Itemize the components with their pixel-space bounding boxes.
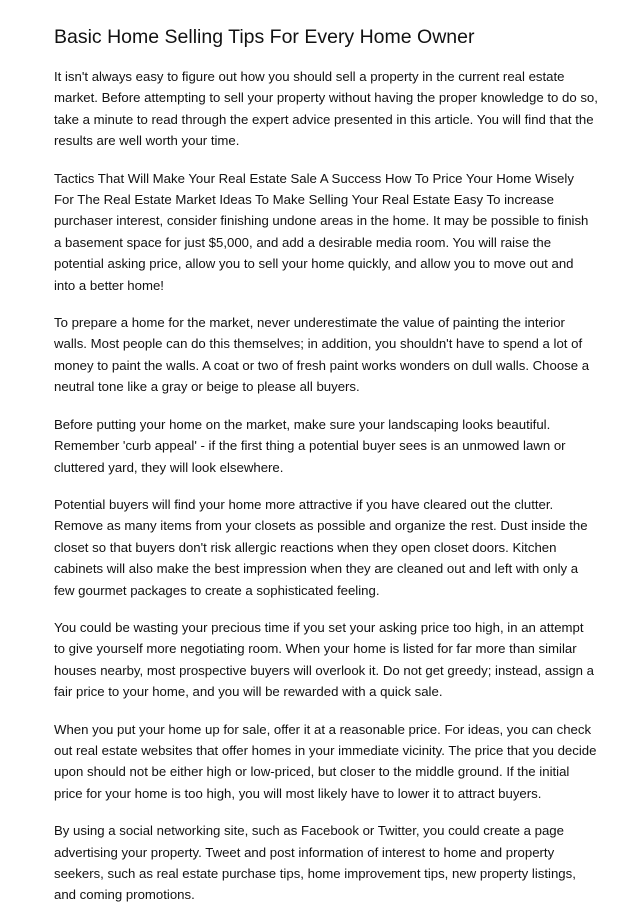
paragraph-line: Remove as many items from your closets as possible and organize the rest. Dust inside the bbox=[54, 518, 588, 534]
paragraph-line: purchaser interest, consider finishing undone areas in the home. It may be possible to finish bbox=[54, 213, 589, 229]
paragraph-7 bbox=[54, 719, 602, 805]
paragraph-line: Remember 'curb appeal' - if the first thing a potential buyer sees is an unmowed lawn or bbox=[54, 438, 566, 454]
paragraph-line: money to paint the walls. A coat or two of fresh paint works wonders on dull walls. Choose a bbox=[54, 357, 590, 373]
paragraph-5 bbox=[54, 494, 602, 601]
paragraph-2 bbox=[54, 168, 602, 296]
paragraph-line: By using a social networking site, such as Facebook or Twitter, you could create a page bbox=[54, 823, 564, 839]
paragraph-8 bbox=[54, 820, 602, 906]
paragraph-line: houses nearby, most prospective buyers will overlook it. Do not get greedy; instead, assign a bbox=[54, 662, 594, 678]
paragraph-line: upon should not be either high or low-priced, but closer to the middle ground. If the initial bbox=[54, 764, 570, 780]
paragraph-line: into a better home! bbox=[54, 277, 164, 293]
paragraph-line: take a minute to read through the expert advice presented in this article. You will find that the bbox=[54, 111, 594, 127]
paragraph-line: Before putting your home on the market, make sure your landscaping looks beautiful. bbox=[54, 416, 551, 432]
paragraph-1 bbox=[54, 66, 602, 152]
document-page bbox=[54, 24, 602, 922]
document-body bbox=[54, 66, 602, 906]
paragraph-line: Tactics That Will Make Your Real Estate Sale A Success How To Price Your Home Wisely bbox=[54, 170, 574, 186]
paragraph-line: few gourmet packages to create a sophisticated feeling. bbox=[54, 582, 380, 598]
paragraph-line: cluttered yard, they will look elsewhere. bbox=[54, 459, 284, 475]
paragraph-line: potential asking price, allow you to sell your home quickly, and allow you to move out and bbox=[54, 256, 574, 272]
paragraph-line: fair price to your home, and you will be rewarded with a quick sale. bbox=[54, 684, 443, 700]
paragraph-6 bbox=[54, 617, 602, 703]
paragraph-line: When you put your home up for sale, offer it at a reasonable price. For ideas, you can check bbox=[54, 721, 592, 737]
paragraph-line: results are well worth your time. bbox=[54, 133, 240, 149]
paragraph-line: cabinets will also make the best impression when they are cleaned out and left with only a bbox=[54, 561, 579, 577]
paragraph-line: Potential buyers will find your home more attractive if you have cleared out the clutter. bbox=[54, 496, 554, 512]
paragraph-line: closet so that buyers don't risk allergic reactions when they open closet doors. Kitchen bbox=[54, 539, 557, 555]
paragraph-line: price for your home is too high, you will most likely have to lower it to attract buyers. bbox=[54, 785, 542, 801]
paragraph-line: neutral tone like a gray or beige to please all buyers. bbox=[54, 379, 360, 395]
paragraph-4 bbox=[54, 414, 602, 478]
paragraph-line: walls. Most people can do this themselves; in addition, you shouldn't have to spend a lot of bbox=[54, 336, 583, 352]
paragraph-line: To prepare a home for the market, never underestimate the value of painting the interior bbox=[54, 315, 565, 331]
paragraph-line: market. Before attempting to sell your property without having the proper knowledge to do so, bbox=[54, 90, 598, 106]
paragraph-line: It isn't always easy to figure out how you should sell a property in the current real estate bbox=[54, 69, 565, 84]
paragraph-line: to give yourself more negotiating room. When your home is listed for far more than similar bbox=[54, 641, 577, 657]
paragraph-line: You could be wasting your precious time if you set your asking price too high, in an attempt bbox=[54, 619, 584, 635]
paragraph-line: and coming promotions. bbox=[54, 887, 195, 903]
paragraph-line: a basement space for just $5,000, and add a desirable media room. You will raise the bbox=[54, 234, 552, 250]
paragraph-line: out real estate websites that offer homes in your immediate vicinity. The price that you decide bbox=[54, 742, 597, 758]
paragraph-3 bbox=[54, 312, 602, 398]
document-title: Basic Home Selling Tips For Every Home Owner bbox=[54, 26, 475, 48]
paragraph-line: seekers, such as real estate purchase tips, home improvement tips, new property listings, bbox=[54, 866, 576, 881]
paragraph-line: For The Real Estate Market Ideas To Make Selling Your Real Estate Easy To increase bbox=[54, 192, 554, 208]
paragraph-line: advertising your property. Tweet and post information of interest to home and property bbox=[54, 844, 555, 860]
